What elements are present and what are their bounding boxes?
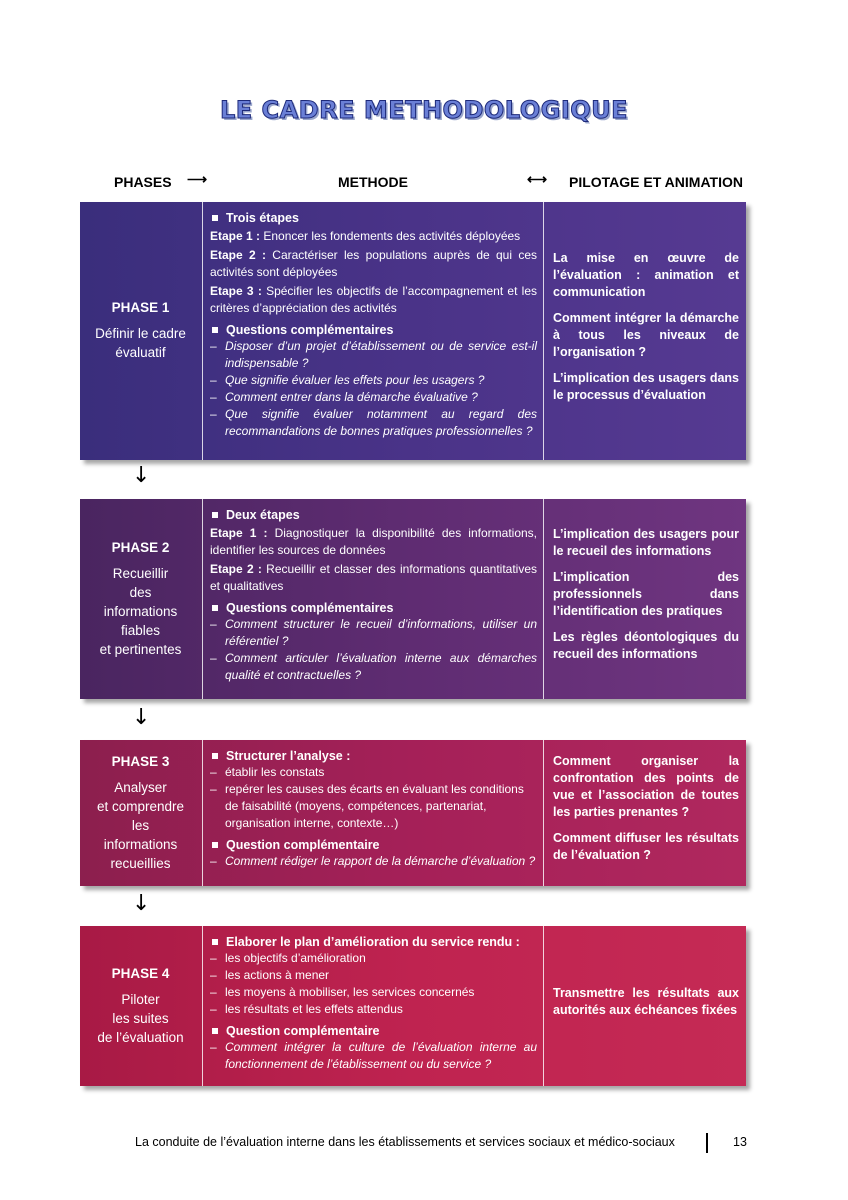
phase-4-name: PHASE 4 [111, 965, 170, 981]
list-item: – les actions à mener [210, 968, 330, 982]
list-item: – établir les constats [210, 765, 325, 779]
question-item: – Comment intégrer la culture de l’évaluation interne au fonctionnement de l’établissement ou du service ? [210, 1040, 537, 1071]
phase-1-label [80, 202, 201, 460]
etape-item: Etape 2 : Caractériser les populations auprès de qui ces activités sont déployées [210, 248, 537, 279]
pilotage-item: Comment intégrer la démarche à tous les niveaux de l’organisation ? [553, 310, 739, 359]
phase-1-pilotage [545, 202, 746, 460]
section-heading: Questions complémentaires [210, 600, 537, 616]
phase-4-methode [202, 926, 544, 1086]
list-item: – les objectifs d’amélioration [210, 951, 366, 965]
phase-3-row [80, 740, 746, 886]
pilotage-item: Transmettre les résultats aux autorités aux échéances fixées [553, 985, 739, 1017]
arrow-down-icon: ↓ [132, 463, 151, 488]
bullet-square-icon [212, 215, 218, 221]
page-title: LE CADRE METHODOLOGIQUE [219, 96, 629, 124]
phase-3-label [80, 740, 201, 886]
list-item: – les moyens à mobiliser, les services concernés [210, 985, 475, 999]
pilotage-item: L’implication des usagers dans le processus d’évaluation [553, 370, 739, 402]
bullet-square-icon [212, 327, 218, 333]
section-heading: Trois étapes [210, 210, 537, 226]
phase-3-name: PHASE 3 [111, 753, 170, 769]
etape-item: Etape 1 : Diagnostiquer la disponibilité des informations, identifier les sources de données [210, 526, 537, 557]
phase-2-name: PHASE 2 [111, 539, 170, 555]
pilotage-item: L’implication des professionnels dans l’identification des pratiques [553, 570, 739, 618]
arrow-down-icon: ↓ [132, 891, 151, 916]
phase-1-desc: Définir le cadre évaluatif [95, 326, 186, 360]
arrow-right-icon: ⟶ [187, 171, 208, 187]
header-pilotage: PILOTAGE ET ANIMATION [569, 174, 743, 190]
question-item: – Disposer d’un projet d’établissement ou de service est-il indispensable ? [210, 339, 537, 370]
phase-1-name: PHASE 1 [111, 300, 170, 315]
etape-item: Etape 1 : Enoncer les fondements des activités déployées [210, 229, 521, 243]
question-item: – Que signifie évaluer les effets pour les usagers ? [210, 373, 485, 387]
section-heading: Structurer l’analyse : [210, 748, 537, 764]
phase-2-desc: Recueillir des informations fiables et pertinentes [99, 565, 182, 657]
phase-4-desc: Piloter les suites de l’évaluation [97, 991, 184, 1045]
phase-1-methode [202, 202, 544, 460]
phase-2-label [80, 499, 201, 699]
phase-4-row [80, 926, 746, 1086]
bullet-square-icon [212, 512, 218, 518]
column-headers [0, 171, 848, 194]
phase-2-pilotage [545, 499, 746, 699]
bullet-square-icon [212, 753, 218, 759]
section-heading: Elaborer le plan d’amélioration du service rendu : [210, 934, 537, 950]
header-methode: METHODE [338, 174, 408, 190]
arrow-down-icon: ↓ [132, 705, 151, 730]
phase-2-row [80, 499, 746, 699]
etape-item: Etape 3 : Spécifier les objectifs de l’accompagnement et les critères d’appréciation des activités [210, 284, 538, 315]
pilotage-item: La mise en œuvre de l’évaluation : animation et communication [553, 250, 739, 299]
bullet-square-icon [212, 842, 218, 848]
question-item: – Que signifie évaluer notamment au regard des recommandations de bonnes pratiques professionnelles ? [210, 407, 537, 438]
question-item: – Comment entrer dans la démarche évaluative ? [210, 390, 478, 404]
list-item: – repérer les causes des écarts en évaluant les conditions de faisabilité (moyens, compétences, partenariat, organisation interne, contexte…) [210, 782, 524, 830]
question-item: – Comment rédiger le rapport de la démarche d’évaluation ? [210, 854, 536, 868]
page-number: 13 [733, 1135, 747, 1149]
etape-item: Etape 2 : Recueillir et classer des informations quantitatives et qualitatives [210, 562, 537, 593]
phase-1-row [80, 202, 746, 460]
phase-3-pilotage [545, 740, 746, 886]
list-item: – les résultats et les effets attendus [210, 1002, 403, 1016]
footer-text: La conduite de l’évaluation interne dans les établissements et services sociaux et médico-sociaux [135, 1135, 675, 1149]
pilotage-item: Comment organiser la confrontation des points de vue et l’association de toutes les parties prenantes ? [553, 754, 739, 819]
pilotage-item: Les règles déontologiques du recueil des informations [553, 630, 739, 661]
phase-3-methode [202, 740, 544, 886]
pilotage-item: Comment diffuser les résultats de l’évaluation ? [553, 831, 739, 862]
bullet-square-icon [212, 605, 218, 611]
arrow-both-icon: ⟷ [527, 171, 548, 187]
bullet-square-icon [212, 939, 218, 945]
section-heading: Question complémentaire [210, 837, 537, 853]
phase-4-label [80, 926, 201, 1086]
bullet-square-icon [212, 1028, 218, 1034]
section-heading: Question complémentaire [210, 1023, 537, 1039]
section-heading: Questions complémentaires [210, 322, 537, 338]
question-item: – Comment structurer le recueil d’informations, utiliser un référentiel ? [210, 617, 537, 648]
phase-3-desc: Analyser et comprendre les informations recueillies [96, 779, 185, 871]
phase-4-pilotage [545, 926, 746, 1086]
question-item: – Comment articuler l’évaluation interne aux démarches qualité et contractuelles ? [210, 651, 537, 682]
phase-2-methode [202, 499, 544, 699]
section-heading: Deux étapes [210, 507, 537, 523]
header-phases: PHASES [114, 174, 172, 190]
pilotage-item: L’implication des usagers pour le recueil des informations [553, 527, 739, 558]
footer-divider [706, 1133, 708, 1153]
